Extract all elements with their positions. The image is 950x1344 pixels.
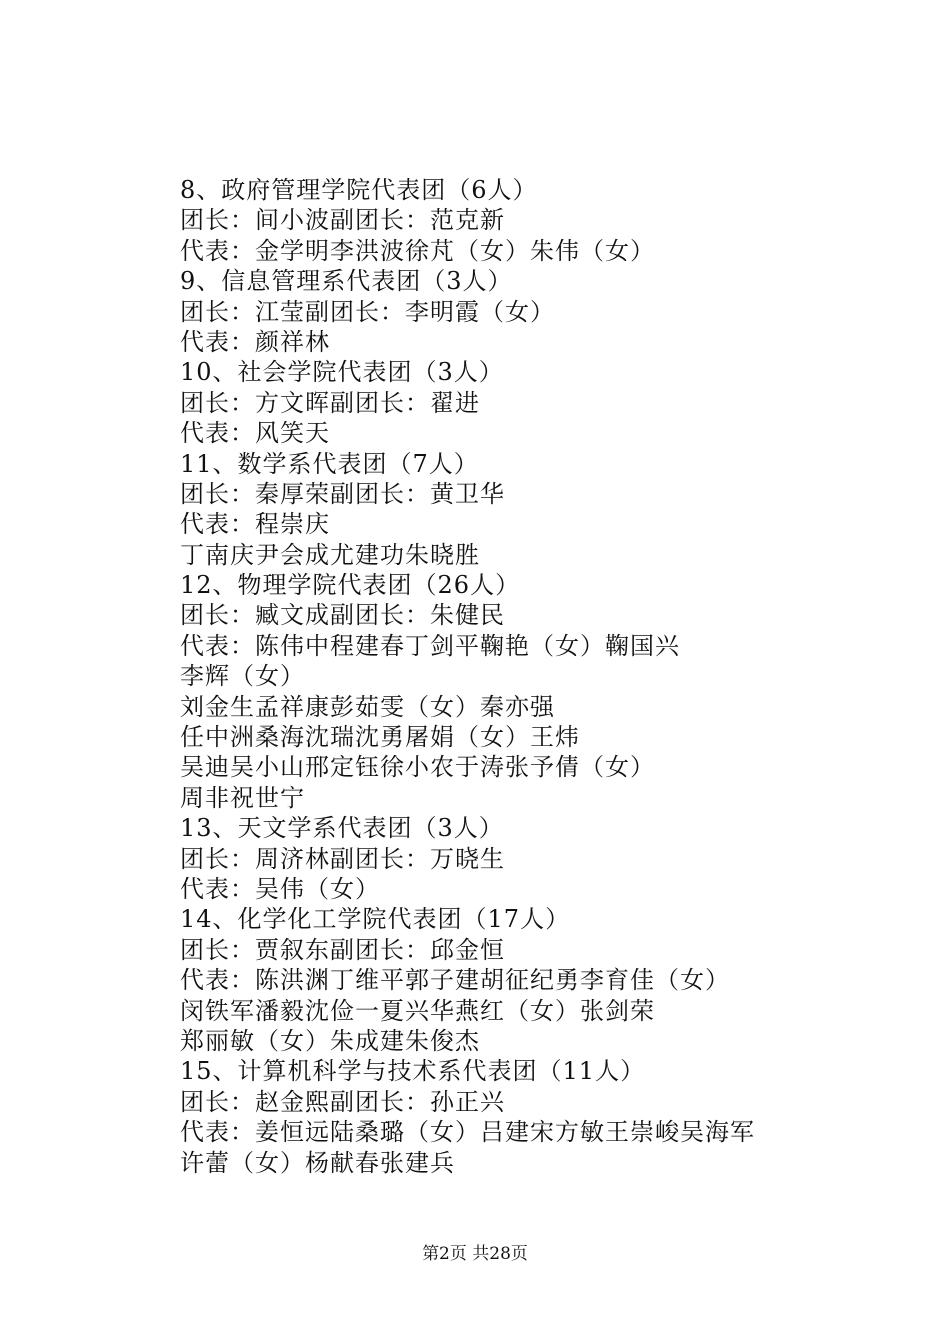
representatives-line: 代表：姜恒远陆桑璐（女）吕建宋方敏王崇峻吴海军	[180, 1118, 755, 1147]
leader-line: 团长：间小波副团长：范克新	[180, 206, 505, 235]
representatives-continuation: 刘金生孟祥康彭茹雯（女）秦亦强	[180, 692, 555, 721]
representatives-continuation: 李辉（女）	[180, 662, 305, 691]
representatives-line: 代表：颜祥林	[180, 327, 330, 356]
delegation-heading: 12、物理学院代表团（26人）	[180, 571, 521, 600]
delegation-heading: 14、化学化工学院代表团（17人）	[180, 905, 571, 934]
representatives-line: 代表：程崇庆	[180, 510, 330, 539]
delegation-heading: 11、数学系代表团（7人）	[180, 449, 479, 478]
representatives-continuation: 任中洲桑海沈瑞沈勇屠娟（女）王炜	[180, 723, 580, 752]
representatives-line: 代表：金学明李洪波徐芃（女）朱伟（女）	[180, 236, 655, 265]
representatives-line: 代表：陈洪渊丁维平郭子建胡征纪勇李育佳（女）	[180, 966, 730, 995]
representatives-continuation: 周非祝世宁	[180, 783, 305, 812]
leader-line: 团长：方文晖副团长：翟进	[180, 388, 480, 417]
leader-line: 团长：贾叙东副团长：邱金恒	[180, 935, 505, 964]
leader-line: 团长：江莹副团长：李明霞（女）	[180, 297, 555, 326]
representatives-line: 代表：风笑天	[180, 419, 330, 448]
leader-line: 团长：赵金熙副团长：孙正兴	[180, 1087, 505, 1116]
representatives-continuation: 许蕾（女）杨献春张建兵	[180, 1148, 455, 1177]
representatives-continuation: 丁南庆尹会成尤建功朱晓胜	[180, 540, 480, 569]
representatives-continuation: 郑丽敏（女）朱成建朱俊杰	[180, 1026, 480, 1055]
delegation-heading: 8、政府管理学院代表团（6人）	[180, 176, 538, 204]
page-number-footer: 第2页 共28页	[422, 1244, 528, 1264]
representatives-continuation: 闵铁军潘毅沈俭一夏兴华燕红（女）张剑荣	[180, 996, 655, 1025]
delegation-heading: 10、社会学院代表团（3人）	[180, 358, 504, 387]
delegation-heading: 15、计算机科学与技术系代表团（11人）	[180, 1057, 646, 1086]
document-body	[180, 175, 880, 1178]
representatives-line: 代表：吴伟（女）	[180, 874, 380, 903]
delegation-heading: 13、天文学系代表团（3人）	[180, 814, 504, 843]
leader-line: 团长：秦厚荣副团长：黄卫华	[180, 479, 505, 508]
leader-line: 团长：臧文成副团长：朱健民	[180, 601, 505, 630]
delegation-heading: 9、信息管理系代表团（3人）	[180, 267, 513, 296]
leader-line: 团长：周济林副团长：万晓生	[180, 844, 505, 873]
representatives-line: 代表：陈伟中程建春丁剑平鞠艳（女）鞠国兴	[180, 631, 680, 660]
representatives-continuation: 吴迪吴小山邢定钰徐小农于涛张予倩（女）	[180, 753, 655, 782]
